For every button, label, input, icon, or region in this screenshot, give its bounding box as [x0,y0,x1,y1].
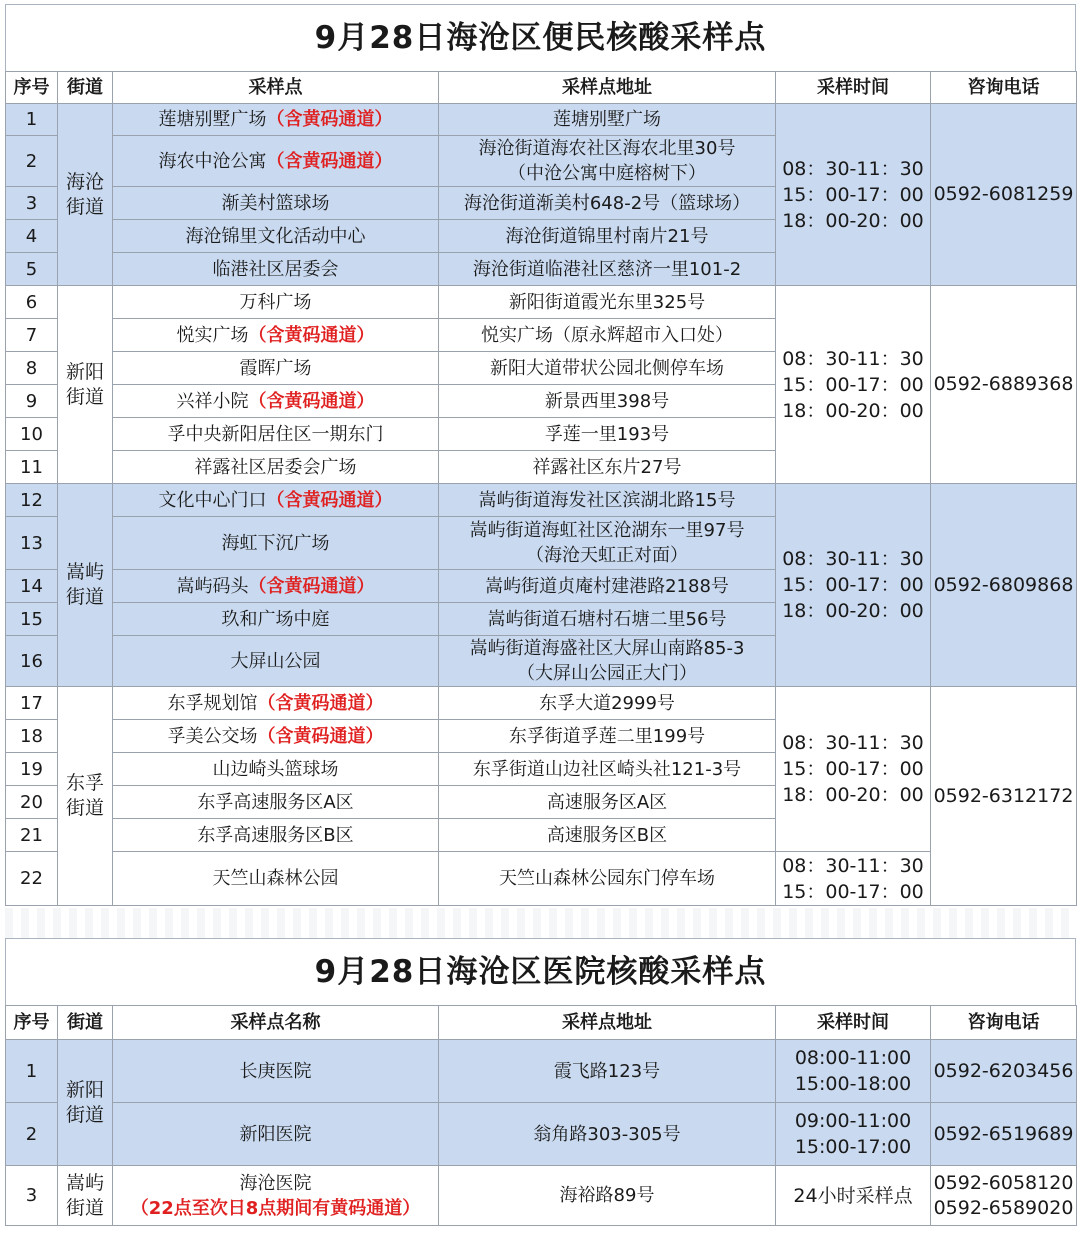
table2-grid [5,1005,1077,1226]
address-line: 孚莲一里193号 [544,423,670,445]
site-address: 海裕路89号 [439,1166,776,1226]
street-name-line1: 海沧 [65,170,104,193]
site-address [439,603,776,636]
site-address [439,451,776,484]
address-line: 嵩屿街道贞庵村建港路2188号 [485,575,729,597]
site-name: 兴祥小院 [176,390,249,412]
header-phone: 咨询电话 [931,72,1077,104]
header-index: 序号 [6,72,58,104]
site-cell [113,603,439,636]
yellow-code-tag: （含黄码通道） [257,725,384,747]
table-row [6,687,1077,720]
time-line: 08：30-11：30 [782,732,924,754]
site-name: 临港社区居委会 [212,258,339,280]
address-line: 嵩屿街道海盛社区大屏山南路85-3 [469,638,745,659]
time-line: 18：00-20：00 [782,784,924,806]
row-index: 1 [6,104,58,136]
table2-header-row [6,1006,1077,1040]
row-index: 17 [6,687,58,720]
time-line: 15：00-17：00 [782,183,924,206]
site-address [439,720,776,753]
row-index: 14 [6,570,58,603]
site-address [439,385,776,418]
site-cell [113,687,439,720]
phone-number: 0592-6203456 [931,1040,1077,1103]
header-street: 街道 [58,72,113,104]
address-line: （海沧天虹正对面） [526,545,688,566]
site-cell [113,1166,439,1226]
section-gap [5,908,1076,938]
address-line: 高速服务区B区 [546,824,668,846]
address-line: 新阳大道带状公园北侧停车场 [490,357,724,379]
site-cell [113,852,439,906]
site-address [439,753,776,786]
site-cell [113,319,439,352]
table-row [6,1103,1077,1166]
site-name: 文化中心门口 [158,489,267,511]
address-line: 嵩屿街道海发社区滨湖北路15号 [478,489,736,511]
site-name: 渐美村篮球场 [221,192,330,214]
sampling-time [776,484,931,687]
sampling-time [776,852,931,906]
site-address [439,570,776,603]
time-line: 15：00-17：00 [782,574,924,596]
phone-number: 0592-6809868 [931,484,1077,687]
sampling-time: 24小时采样点 [776,1166,931,1226]
site-name: 大屏山公园 [230,650,321,672]
site-address [439,484,776,517]
table1-body [6,104,1077,906]
sampling-time [776,1040,931,1103]
address-line: 海沧街道锦里村南片21号 [505,225,709,247]
site-name: 悦实广场 [176,324,249,346]
site-address [439,220,776,253]
table-row [6,484,1077,517]
table-row [6,286,1077,319]
street-name-line1: 嵩屿 [65,1171,104,1194]
time-line: 15:00-17:00 [794,1136,912,1158]
row-index: 3 [6,187,58,220]
header-phone: 咨询电话 [931,1006,1077,1040]
site-cell [113,786,439,819]
site-address [439,253,776,286]
phone-number: 0592-6589020 [933,1196,1074,1219]
phone-number: 0592-6519689 [931,1103,1077,1166]
site-cell [113,385,439,418]
site-address [439,352,776,385]
table-row [6,852,1077,906]
row-index: 11 [6,451,58,484]
site-address: 翁角路303-305号 [439,1103,776,1166]
street-cell [58,687,113,906]
site-name: 东孚规划馆 [167,692,258,714]
time-line: 15：00-17：00 [782,373,924,396]
street-cell [58,1040,113,1166]
row-index: 9 [6,385,58,418]
street-name-line2: 街道 [65,1196,104,1219]
address-line: 海沧街道临港社区慈济一里101-2 [472,258,742,280]
site-name: 海沧锦里文化活动中心 [185,225,366,247]
time-line: 18：00-20：00 [782,209,924,232]
table-row [6,1040,1077,1103]
row-index: 6 [6,286,58,319]
site-cell [113,451,439,484]
address-line: 悦实广场（原永辉超市入口处） [481,324,733,346]
time-line: 18：00-20：00 [782,399,924,422]
street-name-line2: 街道 [65,385,104,408]
site-cell [113,753,439,786]
row-index: 20 [6,786,58,819]
row-index: 18 [6,720,58,753]
header-address: 采样点地址 [439,72,776,104]
address-line: 祥露社区东片27号 [532,456,682,478]
street-cell [58,484,113,687]
time-line: 18：00-20：00 [782,600,924,622]
street-name-line2: 街道 [65,1103,104,1126]
address-line: （大屏山公园正大门） [517,663,697,684]
site-cell [113,517,439,570]
phone-number: 0592-6081259 [931,104,1077,286]
site-cell [113,819,439,852]
site-name: 海沧医院 [239,1172,312,1194]
row-index: 2 [6,136,58,187]
row-index: 22 [6,852,58,906]
site-cell [113,220,439,253]
row-index: 4 [6,220,58,253]
site-cell [113,720,439,753]
site-name: 祥露社区居委会广场 [194,456,357,478]
site-address [439,819,776,852]
site-name: 万科广场 [239,291,312,313]
site-cell [113,570,439,603]
site-name: 山边崎头篮球场 [212,758,339,780]
header-site-name: 采样点名称 [113,1006,439,1040]
table-row [6,1166,1077,1226]
site-address: 霞飞路123号 [439,1040,776,1103]
site-address [439,517,776,570]
phone-number: 0592-6058120 [933,1171,1074,1194]
time-line: 08：30-11：30 [782,548,924,570]
street-name-line2: 街道 [65,797,104,819]
address-line: 海沧街道渐美村648-2号（篮球场） [463,192,751,214]
header-time: 采样时间 [776,1006,931,1040]
phone-cell [931,1166,1077,1226]
address-line: 莲塘别墅广场 [553,109,661,130]
site-address [439,852,776,906]
header-site: 采样点 [113,72,439,104]
row-index: 2 [6,1103,58,1166]
row-index: 5 [6,253,58,286]
site-name: 东孚高速服务区B区 [197,824,354,846]
address-line: 东孚街道山边社区崎头社121-3号 [472,758,742,780]
site-name: 玖和广场中庭 [221,608,330,630]
site-cell [113,136,439,187]
street-name-line1: 东孚 [65,772,104,794]
site-address [439,687,776,720]
row-index: 16 [6,636,58,687]
row-index: 8 [6,352,58,385]
address-line: 新阳街道霞光东里325号 [508,291,706,313]
row-index: 15 [6,603,58,636]
street-name-line2: 街道 [65,195,104,218]
yellow-code-tag: （含黄码通道） [248,390,375,412]
street-cell [58,1166,113,1226]
convenience-sampling-table [5,4,1076,906]
site-cell [113,253,439,286]
time-line: 08：30-11：30 [782,854,924,877]
table1-grid [5,71,1077,906]
site-address [439,636,776,687]
row-index: 10 [6,418,58,451]
site-cell [113,636,439,687]
street-name-line1: 新阳 [65,1078,104,1101]
site-name: 莲塘别墅广场 [158,109,267,130]
address-line: 海沧街道海农社区海农北里30号 [478,138,736,159]
yellow-code-note: （22点至次日8点期间有黄码通道） [130,1197,421,1219]
yellow-code-tag: （含黄码通道） [248,324,375,346]
table1-header-row [6,72,1077,104]
site-name: 长庚医院 [113,1040,439,1103]
street-name [58,1078,112,1128]
address-line: 嵩屿街道海虹社区沧湖东一里97号 [469,520,745,541]
time-line: 15：00-17：00 [782,758,924,780]
site-name: 嵩屿码头 [176,575,249,597]
yellow-code-tag: （含黄码通道） [266,109,393,130]
site-address [439,104,776,136]
site-name: 孚中央新阳居住区一期东门 [167,423,384,445]
address-line: 新景西里398号 [544,390,670,412]
time-line: 08：30-11：30 [782,347,924,370]
address-line: （中沧公寓中庭榕树下） [508,163,706,184]
site-address [439,187,776,220]
header-street: 街道 [58,1006,113,1040]
row-index: 3 [6,1166,58,1226]
site-cell [113,352,439,385]
time-line: 15：00-17：00 [782,880,924,903]
site-name: 海农中沧公寓 [158,150,267,172]
time-line: 08：30-11：30 [782,157,924,180]
site-cell [113,484,439,517]
row-index: 21 [6,819,58,852]
site-address [439,418,776,451]
street-cell [58,104,113,286]
site-name: 东孚高速服务区A区 [197,791,354,813]
time-line: 15:00-18:00 [794,1073,912,1095]
site-address [439,136,776,187]
table2-title: 9月28日海沧区医院核酸采样点 [5,938,1076,1005]
sampling-time [776,104,931,286]
row-index: 19 [6,753,58,786]
street-name-line2: 街道 [65,586,104,608]
table1-title: 9月28日海沧区便民核酸采样点 [5,4,1076,71]
site-name: 新阳医院 [113,1103,439,1166]
street-name [58,1171,112,1221]
row-index: 1 [6,1040,58,1103]
time-line: 08:00-11:00 [794,1047,912,1069]
address-line: 嵩屿街道石塘村石塘二里56号 [487,608,727,630]
site-cell [113,187,439,220]
site-address [439,786,776,819]
yellow-code-tag: （含黄码通道） [266,489,393,511]
site-cell [113,286,439,319]
site-address [439,319,776,352]
site-name: 天竺山森林公园 [212,868,339,889]
address-line: 天竺山森林公园东门停车场 [499,868,715,889]
site-name: 孚美公交场 [167,725,258,747]
time-line: 09:00-11:00 [794,1110,912,1132]
table-row [6,104,1077,136]
street-cell [58,286,113,484]
site-cell [113,418,439,451]
yellow-code-tag: （含黄码通道） [248,575,375,597]
sampling-time [776,1103,931,1166]
address-line: 东孚大道2999号 [539,692,675,714]
site-cell [113,104,439,136]
row-index: 12 [6,484,58,517]
header-address: 采样点地址 [439,1006,776,1040]
phone-number: 0592-6889368 [931,286,1077,484]
header-index: 序号 [6,1006,58,1040]
street-name-line1: 新阳 [65,360,104,383]
address-line: 东孚街道孚莲二里199号 [508,725,706,747]
yellow-code-tag: （含黄码通道） [266,150,393,172]
sampling-time [776,687,931,852]
header-time: 采样时间 [776,72,931,104]
phone-number: 0592-6312172 [931,687,1077,906]
row-index: 7 [6,319,58,352]
site-name: 海虹下沉广场 [221,532,330,554]
address-line: 高速服务区A区 [546,791,668,813]
row-index: 13 [6,517,58,570]
sampling-time [776,286,931,484]
hospital-sampling-table [5,938,1076,1226]
site-address [439,286,776,319]
site-name: 霞晖广场 [239,357,312,379]
street-name-line1: 嵩屿 [65,561,104,583]
yellow-code-tag: （含黄码通道） [257,692,384,714]
